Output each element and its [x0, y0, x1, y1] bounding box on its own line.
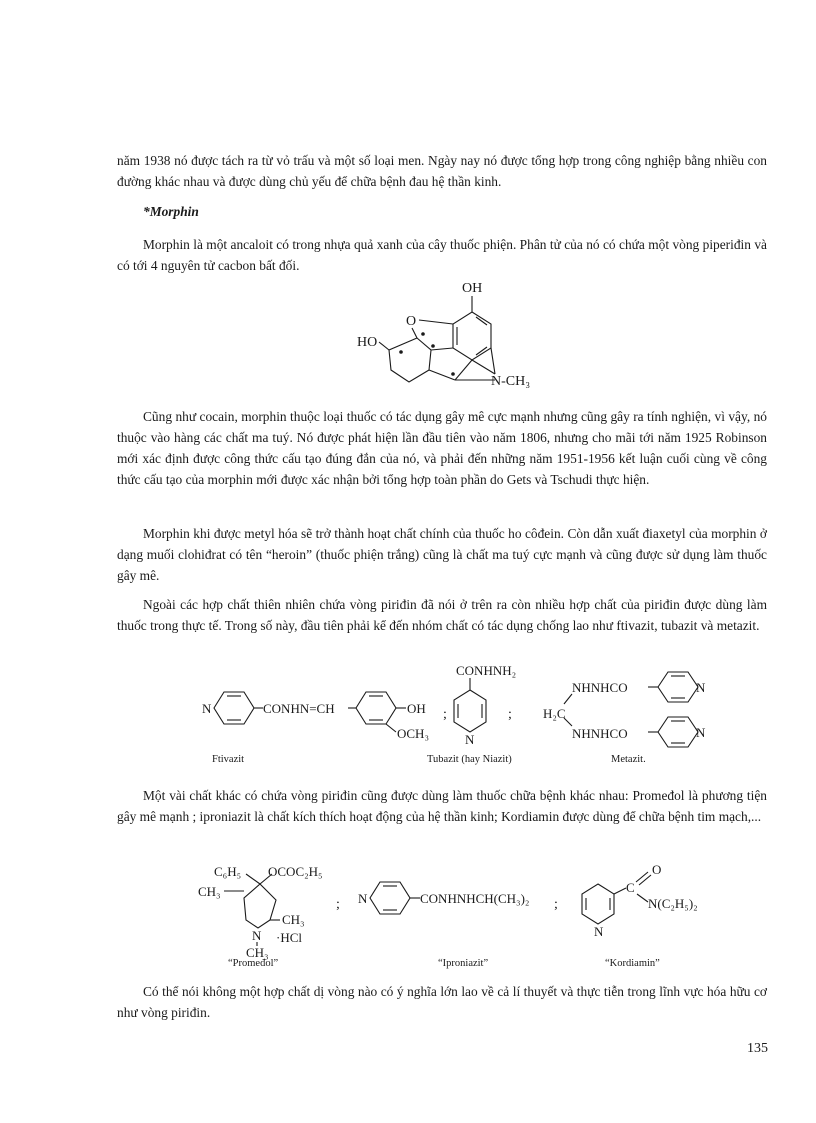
figure-antitubercular-drugs: [200, 660, 760, 755]
morphine-cyclohexene-ring: [389, 338, 431, 382]
kordiamin-pyridine-ring: [582, 884, 614, 924]
paragraph-conclusion: [117, 981, 767, 1023]
tubazit-n-label: N: [465, 732, 475, 747]
metazit-n1-label: N: [696, 680, 706, 695]
section-heading-morphin: *Morphin: [143, 204, 199, 219]
promedol-c6h5-bond: [246, 874, 260, 884]
paragraph-pyridine-drugs: [117, 594, 767, 636]
iproniazit-chain-label: CONHNHCH(CH₃)₂: [420, 891, 530, 906]
paragraph-morphin-history-text: Cũng như cocain, morphin thuộc loại thuốc có tác dụng gây mê cực mạnh nhưng cũng gây ra tính nghiện, vì vậy, nó thuộc vào hàng các chất ma tuý. Nó được phát hiện lần đầu tiên vào năm 1806, nhưng cho mãi tới năm 1925 Robinson mới xác định được công thức cấu tạo đúng đắn của nó, và phải đến những năm 1951-1956 kết luận cuối cùng về công thức cấu tạo của morphin mới được xác nhận bởi tổng hợp toàn phần do Gets và Tschudi thực hiện.: [117, 409, 767, 487]
caption-iproniazit: “Iproniazit”: [438, 958, 489, 969]
morphine-o-label: O: [406, 314, 417, 329]
ftivazit-pyridine-ring: [214, 692, 254, 724]
morphine-ethyl-bridge-2: [491, 348, 495, 374]
separator-2: ;: [508, 707, 512, 722]
metazit-top-label: NHNHCO: [572, 680, 628, 695]
paragraph-morphin-definition: [117, 234, 767, 276]
morphine-aromatic-ring: [453, 312, 491, 360]
metazit-lower-branch: [564, 718, 572, 726]
ftivazit-benzene-ring: [356, 692, 396, 724]
promedol-ococ2h5-label: OCOC₂H₅: [268, 864, 323, 879]
caption-ftivazit: Ftivazit: [212, 754, 245, 765]
caption-promedol: “Promeđol”: [228, 958, 279, 969]
morphine-ether-bond-1: [419, 320, 453, 324]
metazit-bottom-label: NHNHCO: [572, 726, 628, 741]
morphine-ring-fusion-bond: [431, 348, 453, 350]
paragraph-intro-continuation: năm 1938 nó được tách ra từ vỏ trấu và một số loại men. Ngày nay nó được tổng hợp trong công nghiệp bằng nhiều con đường khác nhau và được dùng chủ yếu để chữa bệnh đau hệ thần kinh.: [117, 153, 767, 189]
caption-metazit: Metazit.: [611, 754, 646, 765]
promedol-piperidine-ring: [244, 884, 276, 928]
kordiamin-amine-label: N(C₂H₅)₂: [648, 896, 698, 911]
metazit-upper-branch: [564, 694, 572, 704]
kordiamin-c-bond: [614, 888, 626, 894]
morphine-structure: [345, 278, 565, 393]
ftivazit-chain-label: CONHN=CH: [263, 701, 335, 716]
paragraph-morphin-definition-text: Morphin là một ancaloit có trong nhựa quả xanh của cây thuốc phiện. Phân tử của nó có chứa một vòng piperiđin và có tới 4 nguyên tử cacbon bất đối.: [117, 237, 767, 273]
morphine-chiral-marker-3: [431, 344, 435, 348]
ftivazit-och3-bond: [386, 724, 396, 732]
caption-tubazit: Tubazit (hay Niazit): [427, 754, 512, 765]
kordiamin-co-double-bond-1: [636, 872, 648, 882]
paragraph-morphin-history: [117, 406, 767, 490]
paragraph-pyridine-drugs-text: Ngoài các hợp chất thiên nhiên chứa vòng piriđin đã nói ở trên ra còn nhiều hợp chất của piriđin được dùng làm thuốc trong thực tế. Trong số này, đầu tiên phải kể đến nhóm chất có tác dụng chống lao như ftivazit, tubazit và metazit.: [117, 597, 767, 633]
ftivazit-pyridine-n: N: [202, 701, 212, 716]
morphine-bridge-bond-2: [455, 360, 472, 380]
paragraph-codeine-heroin-text: Morphin khi được metyl hóa sẽ trở thành hoạt chất chính của thuốc ho côđein. Còn dẫn xuất điaxetyl của morphin ở dạng muối clohiđrat có tên “heroin” (thuốc phiện trắng) cũng là chất ma tuý cực mạnh và cũng được sử dụng làm thuốc gây mê.: [117, 526, 767, 583]
separator-3: ;: [336, 897, 340, 912]
kordiamin-n-label: N: [594, 924, 604, 939]
paragraph-other-drugs: [117, 785, 767, 827]
promedol-c6h5-label: C₆H₅: [214, 864, 242, 879]
metazit-h2c-label: H₂C: [543, 706, 566, 721]
promedol-ch3-bottom-label: CH₃: [246, 945, 269, 960]
promedol-ch3-left-label: CH₃: [198, 884, 221, 899]
promedol-ch3-right-label: CH₃: [282, 912, 305, 927]
morphine-nch3-label: N-CH₃: [491, 374, 531, 389]
morphine-ether-bond-2: [412, 328, 417, 338]
morphine-chiral-marker-2: [421, 332, 425, 336]
tubazit-pyridine-ring: [454, 690, 486, 732]
tubazit-top-label: CONHNH₂: [456, 663, 517, 678]
morphine-chiral-marker-1: [399, 350, 403, 354]
promedol-hcl-label: ·HCl: [276, 930, 302, 945]
morphine-ethyl-bridge: [472, 360, 495, 374]
promedol-ester-bond: [260, 874, 272, 884]
morphine-ho-bond: [379, 342, 389, 350]
paragraph-conclusion-text: Có thể nói không một hợp chất dị vòng nào có ý nghĩa lớn lao về cả lí thuyết và thực tiễn trong lĩnh vực hóa hữu cơ như vòng piriđin.: [117, 984, 767, 1020]
figure-other-pyridine-drugs: [196, 858, 756, 958]
morphine-oh-label: OH: [462, 281, 483, 296]
separator-4: ;: [554, 897, 558, 912]
kordiamin-amine-bond: [637, 894, 648, 902]
iproniazit-pyridine-ring: [370, 882, 410, 914]
page-number: 135: [747, 1041, 768, 1056]
ftivazit-oh-label: OH: [407, 701, 426, 716]
promedol-n-label: N: [252, 928, 262, 943]
morphine-bridge-bond: [429, 370, 455, 380]
separator-1: ;: [443, 707, 447, 722]
morphine-ho-label: HO: [357, 335, 378, 350]
caption-kordiamin: “Kordiamin”: [605, 958, 660, 969]
metazit-n2-label: N: [696, 725, 706, 740]
iproniazit-n-label: N: [358, 891, 368, 906]
ftivazit-och3-label: OCH₃: [397, 726, 429, 741]
paragraph-other-drugs-text: Một vài chất khác có chứa vòng piriđin cũng được dùng làm thuốc chữa bệnh khác nhau: Promeđol là phương tiện gây mê mạnh ; iproniazit là chất kích thích hoạt động của hệ thần kinh; Kordiamin được dùng để chữa bệnh tim mạch,...: [117, 788, 767, 824]
paragraph-codeine-heroin: [117, 523, 767, 586]
kordiamin-co-double-bond-2: [639, 875, 651, 885]
morphine-chiral-marker-4: [451, 372, 455, 376]
kordiamin-o-label: O: [652, 862, 662, 877]
kordiamin-c-label: C: [626, 880, 635, 895]
